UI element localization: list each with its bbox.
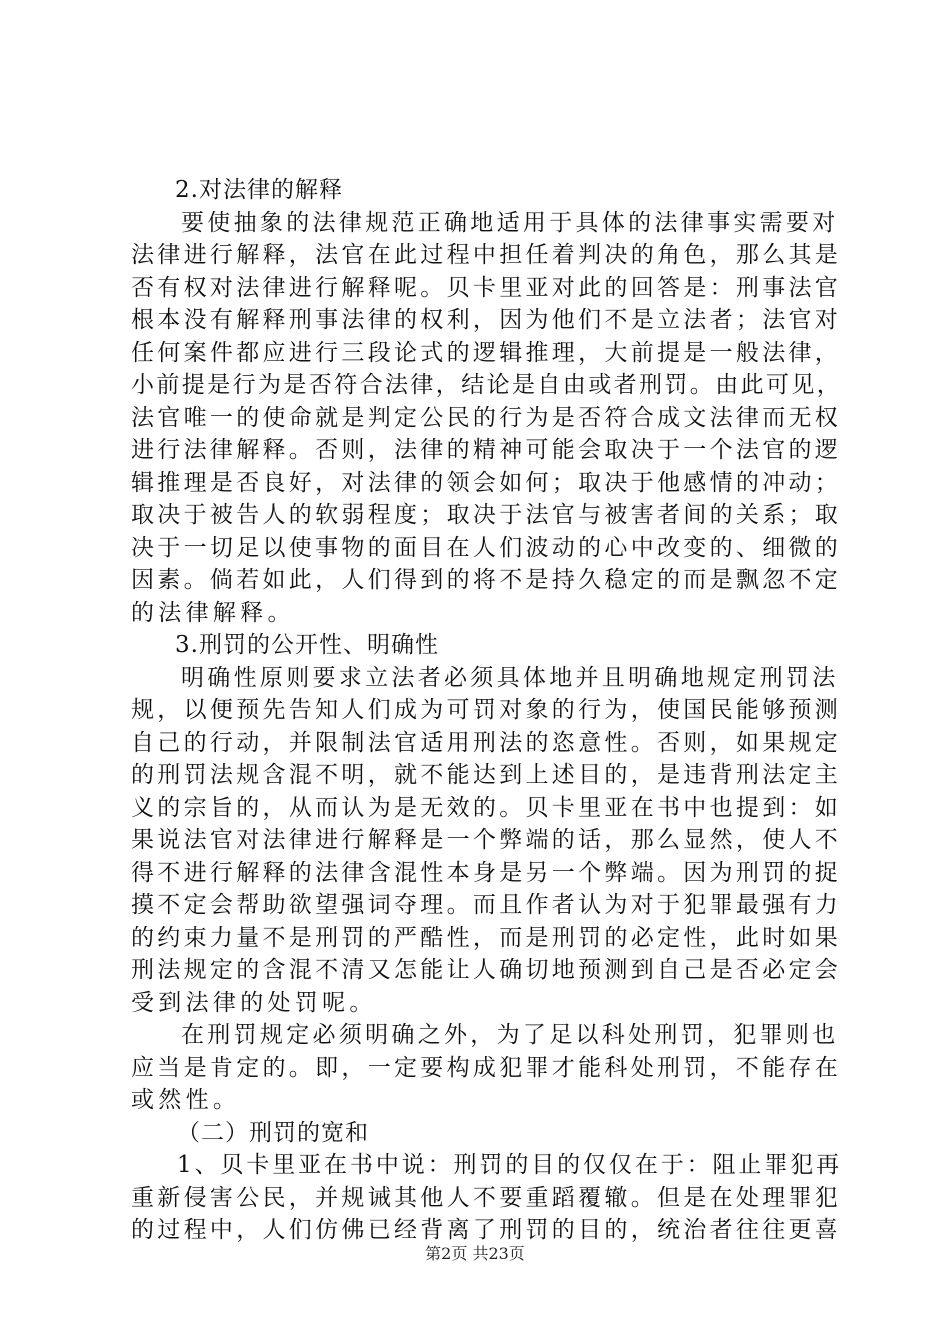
paragraph-line: 的刑罚法规含混不明，就不能达到上述目的，是违背刑法定主: [131, 762, 842, 788]
paragraph-line: 果说法官对法律进行解释是一个弊端的话，那么显然，使人不: [131, 827, 842, 853]
page-number-footer: 第2页 共23页: [425, 1244, 525, 1263]
paragraph-line: 法律进行解释，法官在此过程中担任着判决的角色，那么其是: [131, 242, 842, 268]
paragraph-line: 1、贝卡里亚在书中说：刑罚的目的仅仅在于：阻止罪犯再: [177, 1152, 843, 1178]
paragraph-line: 的法律解释。: [131, 599, 295, 626]
paragraph-line: 在刑罚规定必须明确之外，为了足以科处刑罚，犯罪则也: [181, 1022, 839, 1048]
paragraph-line: 摸不定会帮助欲望强词夺理。而且作者认为对于犯罪最强有力: [131, 892, 842, 918]
paragraph-line: 受到法律的处罚呢。: [131, 989, 377, 1016]
paragraph-line: 应当是肯定的。即，一定要构成犯罪才能科处刑罚，不能存在: [131, 1054, 842, 1081]
paragraph-line: 自己的行动，并限制法官适用刑法的恣意性。否则，如果规定: [131, 729, 842, 756]
paragraph-line: 因素。倘若如此，人们得到的将不是持久稳定的而是飘忽不定: [131, 567, 842, 593]
paragraph-line: 根本没有解释刑事法律的权利，因为他们不是立法者；法官对: [131, 307, 842, 333]
paragraph-line: 义的宗旨的，从而认为是无效的。贝卡里亚在书中也提到：如: [131, 794, 842, 821]
paragraph-line: 任何案件都应进行三段论式的逻辑推理，大前提是一般法律，: [131, 339, 842, 366]
paragraph-line: 明确性原则要求立法者必须具体地并且明确地规定刑罚法: [181, 664, 839, 691]
paragraph-line: 辑推理是否良好，对法律的领会如何；取决于他感情的冲动；: [131, 469, 842, 496]
section-heading-2-2: （二）刑罚的宽和: [177, 1119, 369, 1146]
paragraph-line: 刑法规定的含混不清又怎能让人确切地预测到自己是否必定会: [131, 957, 842, 983]
paragraph-line: 要使抽象的法律规范正确地适用于具体的法律事实需要对: [181, 209, 839, 236]
document-body: [131, 174, 843, 1247]
section-heading-2: 2.对法律的解释: [175, 177, 343, 203]
paragraph-line: 法官唯一的使命就是判定公民的行为是否符合成文法律而无权: [131, 404, 842, 431]
section-heading-3: 3.刑罚的公开性、明确性: [175, 632, 439, 658]
paragraph-line: 的约束力量不是刑罚的严酷性，而是刑罚的必定性，此时如果: [131, 924, 842, 951]
paragraph-line: 的过程中，人们仿佛已经背离了刑罚的目的，统治者往往更喜: [131, 1217, 842, 1243]
paragraph-line: 小前提是行为是否符合法律，结论是自由或者刑罚。由此可见，: [131, 372, 843, 398]
paragraph-line: 得不进行解释的法律含混性本身是另一个弊端。因为刑罚的捉: [131, 859, 842, 886]
paragraph-line: 决于一切足以使事物的面目在人们波动的心中改变的、细微的: [131, 534, 842, 561]
paragraph-line: 规，以便预先告知人们成为可罚对象的行为，使国民能够预测: [131, 697, 842, 723]
paragraph-line: 或然性。: [131, 1087, 241, 1113]
paragraph-line: 重新侵害公民，并规诫其他人不要重蹈覆辙。但是在处理罪犯: [131, 1184, 842, 1211]
paragraph-line: 进行法律解释。否则，法律的精神可能会取决于一个法官的逻: [131, 437, 842, 463]
paragraph-line: 否有权对法律进行解释呢。贝卡里亚对此的回答是：刑事法官: [131, 274, 842, 301]
paragraph-line: 取决于被告人的软弱程度；取决于法官与被害者间的关系；取: [131, 502, 842, 528]
